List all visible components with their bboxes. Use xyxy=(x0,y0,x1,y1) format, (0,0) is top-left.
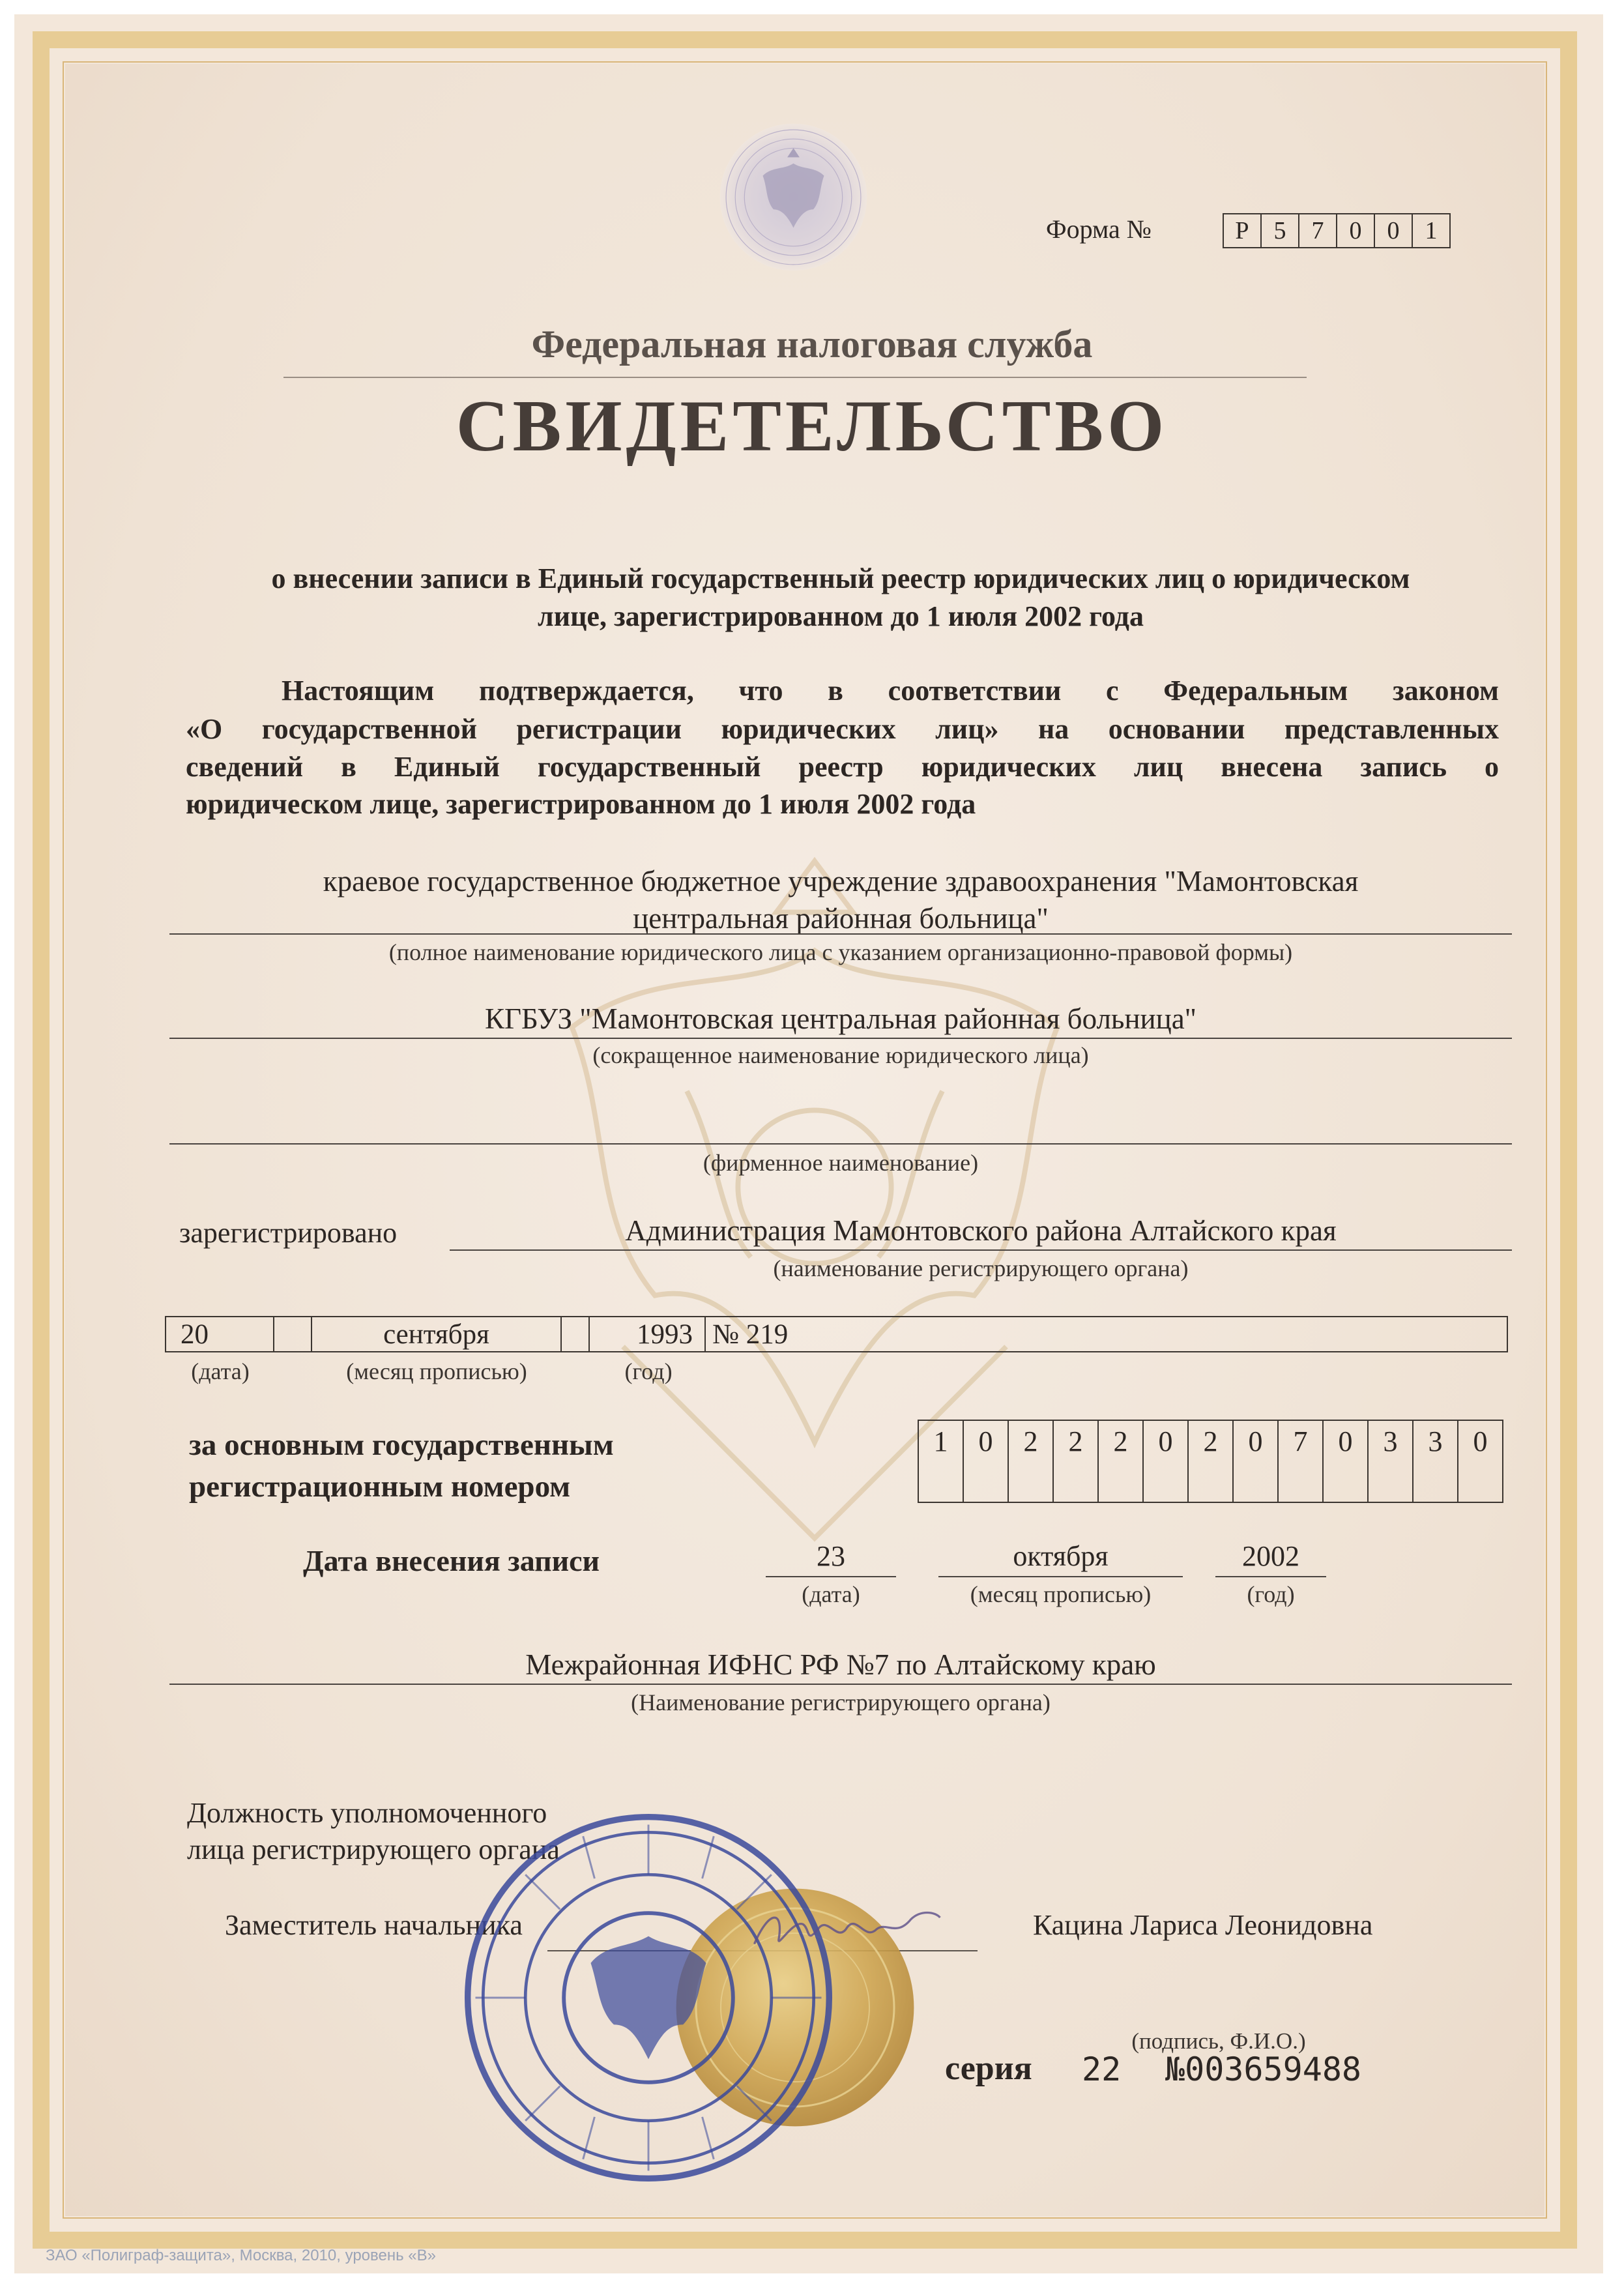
series-label: серия xyxy=(945,2050,1032,2087)
registration-number xyxy=(704,1316,1508,1352)
reg-day-caption: (дата) xyxy=(191,1358,250,1384)
ogrn-digit: 2 xyxy=(1008,1420,1054,1503)
entry-day-rule xyxy=(766,1576,896,1577)
ogrn-digit: 0 xyxy=(1322,1420,1369,1503)
registration-number-text: № 219 xyxy=(712,1319,789,1350)
signature-caption: (подпись, Ф.И.О.) xyxy=(1131,2028,1306,2054)
brand-name-rule xyxy=(169,1143,1512,1145)
form-code-cell: 5 xyxy=(1260,213,1299,248)
short-name-caption: (сокращенное наименование юридического лица) xyxy=(592,1042,1089,1068)
authority-caption: (Наименование регистрирующего органа) xyxy=(631,1689,1051,1715)
signatory-position: Заместитель начальника xyxy=(225,1909,523,1941)
position-title: Должность уполномоченного xyxy=(187,1797,547,1829)
ogrn-digit: 0 xyxy=(1142,1420,1189,1503)
blue-ink-stamp-icon xyxy=(456,1805,841,2190)
ogrn-digit: 2 xyxy=(1052,1420,1099,1503)
form-code-cell: 0 xyxy=(1374,213,1413,248)
form-code-cell: 0 xyxy=(1336,213,1375,248)
subtitle-line: лице, зарегистрированном до 1 июля 2002 года xyxy=(538,600,1144,632)
ogrn-digits xyxy=(919,1420,1503,1503)
short-name-rule xyxy=(169,1038,1512,1039)
series-value: 22 xyxy=(1082,2050,1122,2088)
body-text-line: сведений в Единый государственный реестр юридических лиц внесена запись о xyxy=(186,751,1499,783)
agency-name: Федеральная налоговая служба xyxy=(531,323,1093,366)
ogrn-digit: 0 xyxy=(963,1420,1009,1503)
form-code-cell: 1 xyxy=(1412,213,1451,248)
date-spacer xyxy=(273,1316,312,1352)
ogrn-digit: 7 xyxy=(1277,1420,1324,1503)
body-text-line: «О государственной регистрации юридических лиц» на основании представленных xyxy=(186,713,1499,745)
coat-of-arms-icon xyxy=(717,121,870,274)
entry-year-rule xyxy=(1215,1576,1326,1577)
full-name-rule xyxy=(169,933,1512,935)
reg-year-caption: (год) xyxy=(624,1358,673,1384)
entry-day: 23 xyxy=(817,1540,845,1572)
ogrn-digit: 2 xyxy=(1097,1420,1144,1503)
form-number-code xyxy=(1224,213,1451,248)
date-spacer xyxy=(560,1316,590,1352)
ogrn-digit: 0 xyxy=(1457,1420,1503,1503)
form-number-label: Форма № xyxy=(1046,214,1152,244)
ogrn-label: за основным государственным xyxy=(189,1428,614,1462)
entry-day-caption: (дата) xyxy=(802,1581,860,1607)
printer-note: ЗАО «Полиграф-защита», Москва, 2010, уровень «В» xyxy=(46,2247,436,2264)
body-text-line: Настоящим подтверждается, что в соответствии с Федеральным законом xyxy=(282,675,1499,707)
reg-month-caption: (месяц прописью) xyxy=(346,1358,527,1384)
authority-rule xyxy=(169,1684,1512,1685)
registering-body-rule xyxy=(450,1249,1512,1251)
position-title: лица регистрирующего органа xyxy=(187,1833,560,1865)
form-code-cell: Р xyxy=(1223,213,1262,248)
full-name-value: краевое государственное бюджетное учреждение здравоохранения "Мамонтовская xyxy=(323,865,1359,897)
registration-date-row xyxy=(166,1316,1508,1352)
signatory-name: Кацина Лариса Леонидовна xyxy=(1033,1909,1373,1941)
authority-name: Межрайонная ИФНС РФ №7 по Алтайскому краю xyxy=(525,1648,1156,1681)
body-text-line: юридическом лице, зарегистрированном до 1 июля 2002 года xyxy=(186,788,976,820)
entry-month: октября xyxy=(1013,1540,1109,1572)
handwritten-signature-icon xyxy=(743,1900,951,1959)
entry-date-label: Дата внесения записи xyxy=(303,1544,600,1577)
full-name-value: центральная районная больница" xyxy=(633,902,1049,935)
registration-day-text: 20 xyxy=(181,1319,209,1350)
ogrn-digit: 1 xyxy=(918,1420,964,1503)
entry-month-caption: (месяц прописью) xyxy=(970,1581,1152,1607)
short-name-value: КГБУЗ "Мамонтовская центральная районная больница" xyxy=(484,1002,1197,1035)
blank-number: №003659488 xyxy=(1165,2050,1362,2088)
registration-day xyxy=(165,1316,274,1352)
ogrn-digit: 3 xyxy=(1412,1420,1458,1503)
ogrn-label: регистрационным номером xyxy=(189,1470,571,1504)
entry-year: 2002 xyxy=(1242,1540,1299,1572)
entry-month-rule xyxy=(938,1576,1183,1577)
ogrn-digit: 0 xyxy=(1232,1420,1279,1503)
registration-year: 1993 xyxy=(588,1316,706,1352)
document-title: СВИДЕТЕЛЬСТВО xyxy=(456,386,1168,467)
registered-label: зарегистрировано xyxy=(179,1217,398,1249)
registering-body-caption: (наименование регистрирующего органа) xyxy=(773,1255,1189,1281)
header-rule xyxy=(283,377,1307,378)
ogrn-digit: 2 xyxy=(1187,1420,1234,1503)
registration-month: сентября xyxy=(311,1316,562,1352)
brand-name-caption: (фирменное наименование) xyxy=(703,1150,979,1176)
full-name-caption: (полное наименование юридического лица с указанием организационно-правовой формы) xyxy=(388,939,1293,965)
form-code-cell: 7 xyxy=(1298,213,1337,248)
ogrn-digit: 3 xyxy=(1367,1420,1414,1503)
registering-body-value: Администрация Мамонтовского района Алтайского края xyxy=(625,1214,1337,1247)
subtitle-line: о внесении записи в Единый государственный реестр юридических лиц о юридическом xyxy=(271,562,1410,594)
entry-year-caption: (год) xyxy=(1247,1581,1295,1607)
